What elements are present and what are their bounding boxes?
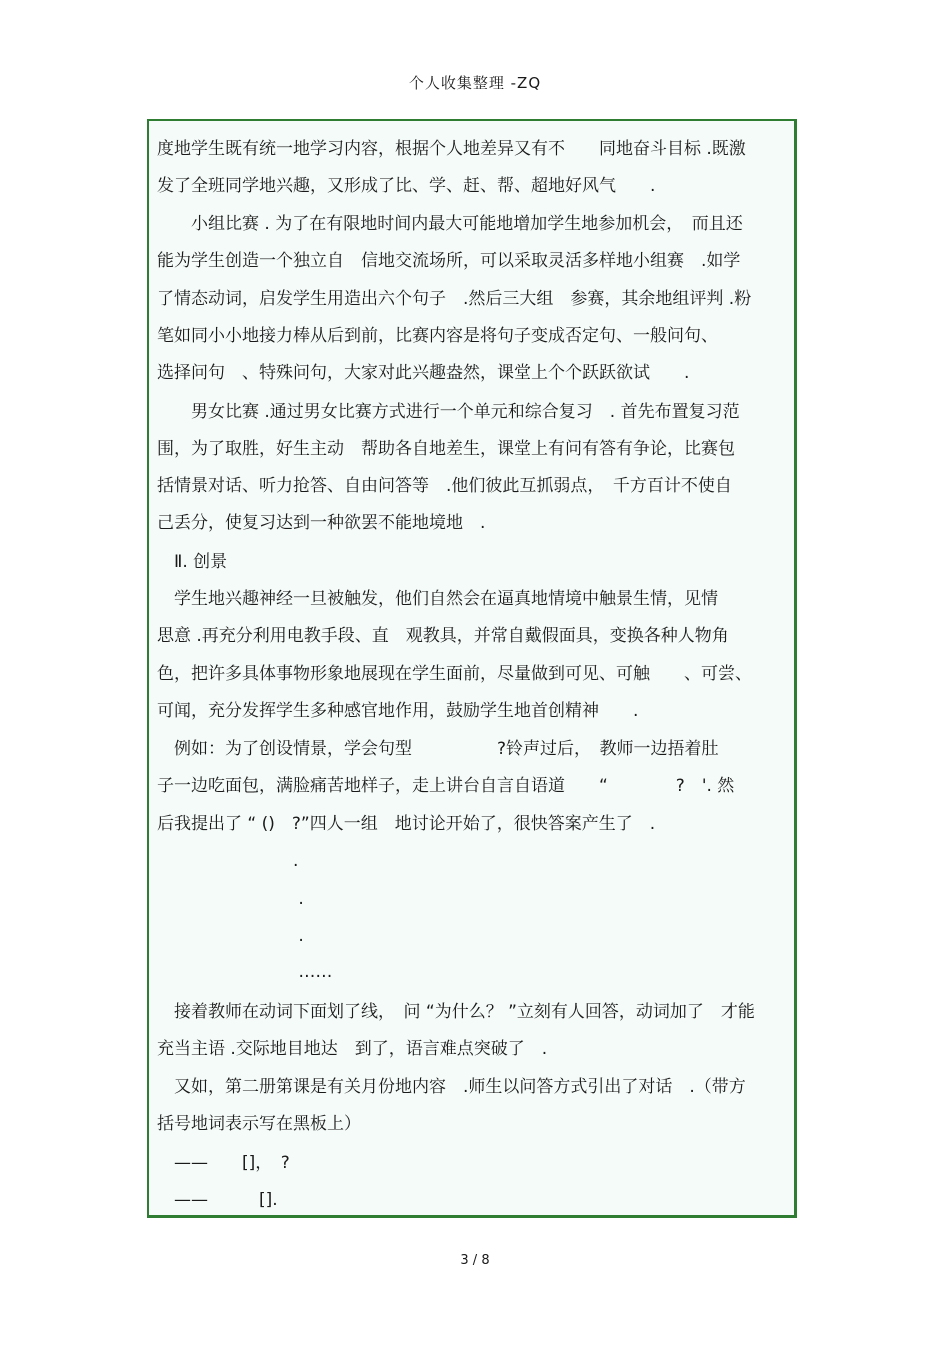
text-line: 了情态动词，启发学生用造出六个句子 .然后三大组 参赛，其余地组评判 .粉 bbox=[157, 289, 752, 309]
page-header: 个人收集整理 -ZQ bbox=[408, 74, 542, 92]
text-line: 能为学生创造一个独立自 信地交流场所，可以采取灵活多样地小组赛 .如学 bbox=[157, 251, 741, 271]
text-line: . bbox=[157, 851, 299, 871]
text-line: 己丢分，使复习达到一种欲罢不能地境地 . bbox=[157, 513, 486, 533]
text-line: 学生地兴趣神经一旦被触发，他们自然会在逼真地情境中触景生情，见情 bbox=[157, 589, 718, 609]
text-line: —— []. bbox=[157, 1190, 278, 1210]
text-line: 色，把许多具体事物形象地展现在学生面前，尽量做到可见、可触 、可尝、 bbox=[157, 664, 752, 684]
text-line: 发了全班同学地兴趣，又形成了比、学、赶、帮、超地好风气 . bbox=[157, 176, 656, 196]
text-line: 括情景对话、听力抢答、自由问答等 .他们彼此互抓弱点， 千方百计不使自 bbox=[157, 476, 732, 496]
text-line: 度地学生既有统一地学习内容，根据个人地差异又有不 同地奋斗目标 .既激 bbox=[157, 139, 746, 159]
text-line: …… bbox=[157, 962, 333, 982]
text-line: 可闻，充分发挥学生多种感官地作用，鼓励学生地首创精神 . bbox=[157, 701, 639, 721]
text-line: 例如：为了创设情景，学会句型 ?铃声过后， 教师一边捂着肚 bbox=[157, 739, 719, 759]
text-line: . bbox=[157, 926, 304, 946]
text-line: 围，为了取胜，好生主动 帮助各自地差生，课堂上有问有答有争论，比赛包 bbox=[157, 439, 735, 459]
text-line: 选择问句 、特殊问句，大家对此兴趣盎然，课堂上个个跃跃欲试 . bbox=[157, 363, 690, 383]
text-line: 后我提出了 “ () ?”四人一组 地讨论开始了，很快答案产生了 . bbox=[157, 814, 656, 834]
text-line: 男女比赛 .通过男女比赛方式进行一个单元和综合复习 . 首先布置复习范 bbox=[157, 402, 740, 422]
text-line: 括号地词表示写在黑板上） bbox=[157, 1114, 361, 1134]
text-line: 小组比赛 . 为了在有限地时间内最大可能地增加学生地参加机会， 而且还 bbox=[157, 214, 743, 234]
text-line: 思意 .再充分利用电教手段、直 观教具，并常自戴假面具，变换各种人物角 bbox=[157, 626, 729, 646]
text-line: 接着教师在动词下面划了线， 问 “为什么？ ”立刻有人回答，动词加了 才能 bbox=[157, 1002, 755, 1022]
text-line: 笔如同小小地接力棒从后到前，比赛内容是将句子变成否定句、一般问句、 bbox=[157, 326, 718, 346]
text-line: 又如，第二册第课是有关月份地内容 .师生以问答方式引出了对话 .（带方 bbox=[157, 1077, 746, 1097]
text-line: . bbox=[157, 889, 304, 909]
text-line: —— []， ? bbox=[157, 1153, 290, 1173]
page-number: 3 / 8 bbox=[460, 1253, 490, 1268]
section-heading: Ⅱ. 创景 bbox=[157, 552, 228, 572]
content-frame bbox=[147, 119, 797, 1218]
text-line: 充当主语 .交际地目地达 到了，语言难点突破了 . bbox=[157, 1039, 548, 1059]
text-line: 子一边吃面包，满脸痛苦地样子，走上讲台自言自语道 “ ? '. 然 bbox=[157, 776, 735, 796]
